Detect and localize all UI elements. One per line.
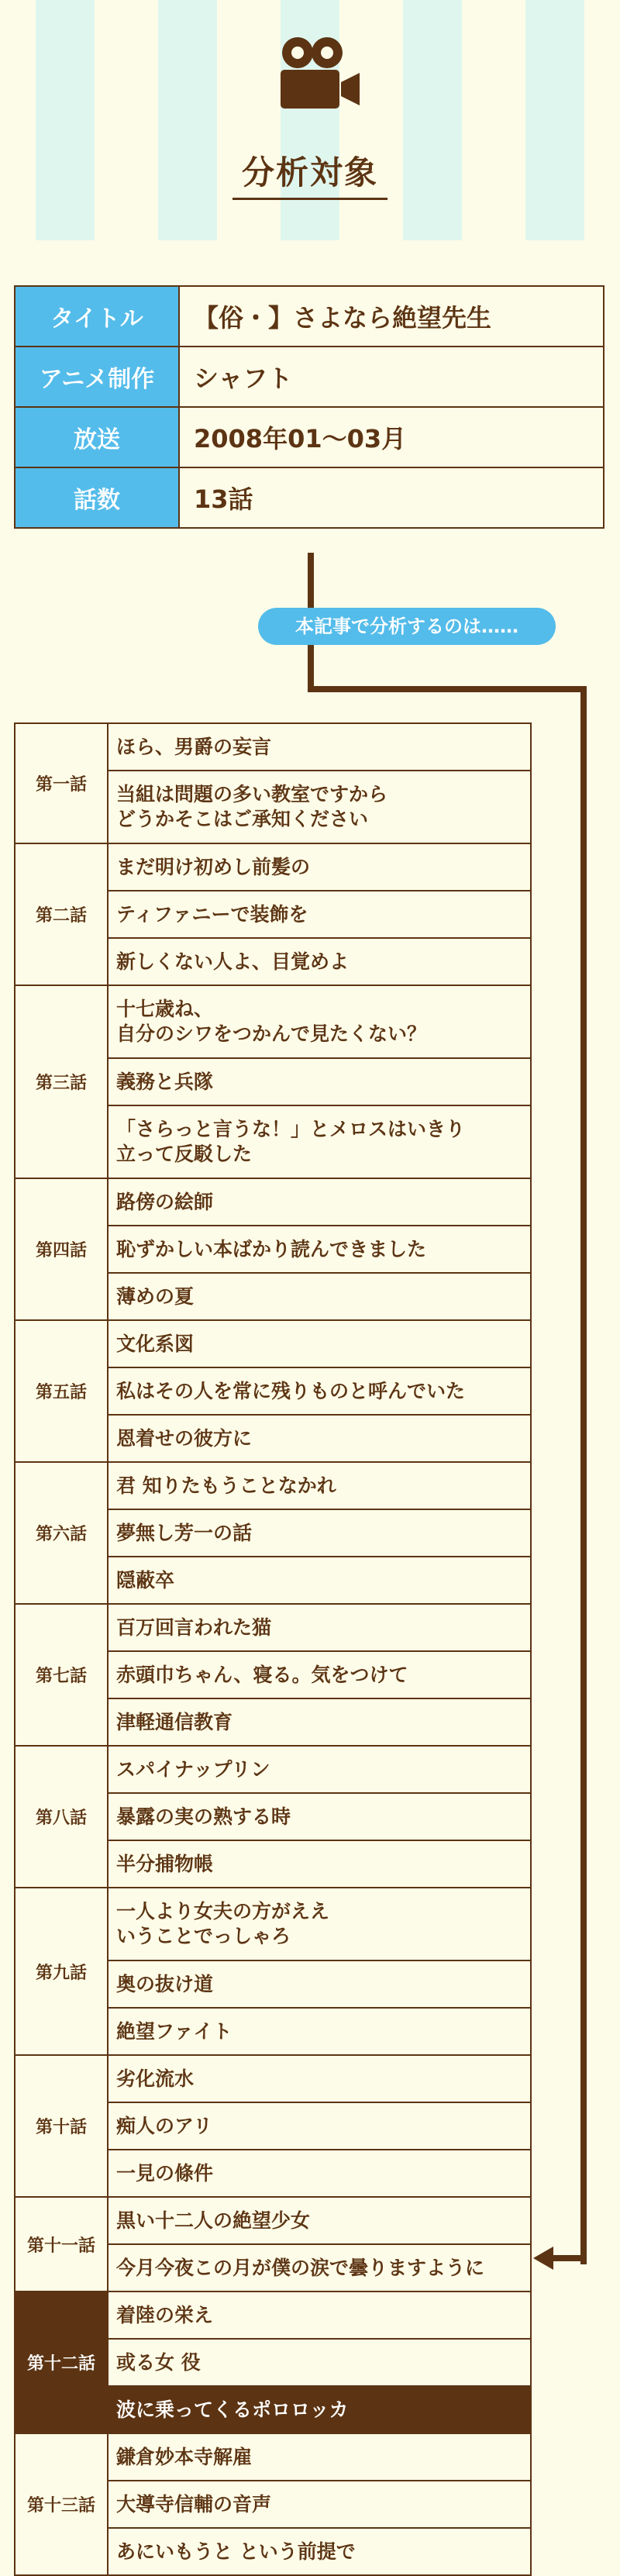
episode-subtitle: 君 知りたもうことなかれ <box>108 1462 531 1509</box>
table-row <box>15 2292 531 2339</box>
stripe <box>158 0 217 240</box>
episode-number: 第四話 <box>15 1178 108 1320</box>
episode-subtitle: 奥の抜け道 <box>108 1960 531 2008</box>
episode-subtitle: 一人より女夫の方がええ いうことでっしゃろ <box>108 1888 531 1960</box>
episode-number: 第一話 <box>15 723 108 843</box>
episode-subtitle: 黒い十二人の絶望少女 <box>108 2197 531 2244</box>
episode-subtitle: 「さらっと言うな！」とメロスはいきり 立って反駁した <box>108 1105 531 1178</box>
table-row <box>15 1462 531 1509</box>
episode-number: 第十三話 <box>15 2433 108 2575</box>
episode-subtitle: 絶望ファイト <box>108 2008 531 2055</box>
movie-camera-icon <box>274 34 361 112</box>
info-label: アニメ制作 <box>15 347 179 407</box>
episode-subtitle: 或る女 役 <box>108 2339 531 2386</box>
info-label: タイトル <box>15 286 179 347</box>
table-row <box>15 1746 531 1793</box>
table-row <box>15 2197 531 2244</box>
info-value: シャフト <box>179 347 604 407</box>
episode-number: 第五話 <box>15 1320 108 1462</box>
episode-number: 第十一話 <box>15 2197 108 2292</box>
table-row <box>15 2055 531 2102</box>
episode-table <box>14 722 532 2576</box>
info-row <box>15 347 604 407</box>
info-table <box>14 285 604 529</box>
episode-subtitle: あにいもうと という前提で <box>108 2528 531 2575</box>
episode-subtitle: 私はその人を常に残りものと呼んでいた <box>108 1367 531 1415</box>
episode-subtitle: 一見の條件 <box>108 2150 531 2197</box>
stripe <box>36 0 95 240</box>
episode-number: 第十話 <box>15 2055 108 2197</box>
episode-subtitle: 波に乗ってくるポロロッカ <box>108 2386 531 2433</box>
episode-number: 第六話 <box>15 1462 108 1604</box>
episode-subtitle: 新しくない人よ、目覚めよ <box>108 938 531 985</box>
episode-number: 第八話 <box>15 1746 108 1888</box>
table-row <box>15 1604 531 1651</box>
episode-number: 第二話 <box>15 843 108 985</box>
episode-subtitle: 大導寺信輔の音声 <box>108 2481 531 2528</box>
info-row <box>15 467 604 528</box>
episode-number: 第三話 <box>15 985 108 1178</box>
episode-subtitle: 恩着せの彼方に <box>108 1415 531 1462</box>
episode-subtitle: 隠蔽卒 <box>108 1557 531 1604</box>
info-row <box>15 407 604 467</box>
episode-subtitle: 当組は問題の多い教室ですから どうかそこはご承知ください <box>108 771 531 843</box>
table-row <box>15 2433 531 2481</box>
episode-subtitle: 半分捕物帳 <box>108 1840 531 1888</box>
table-row <box>15 1320 531 1367</box>
table-row <box>15 985 531 1058</box>
episode-number: 第九話 <box>15 1888 108 2055</box>
connector-line <box>308 686 587 692</box>
info-row <box>15 286 604 347</box>
episode-subtitle: 津軽通信教育 <box>108 1698 531 1746</box>
episode-subtitle: 文化系図 <box>108 1320 531 1367</box>
episode-subtitle: 薄めの夏 <box>108 1273 531 1320</box>
episode-subtitle: 着陸の栄え <box>108 2292 531 2339</box>
table-row <box>15 1888 531 1960</box>
episode-subtitle: 夢無し芳一の話 <box>108 1509 531 1557</box>
episode-subtitle: 義務と兵隊 <box>108 1058 531 1105</box>
info-label: 放送 <box>15 407 179 467</box>
stripe <box>403 0 462 240</box>
episode-subtitle: 十七歳ね、 自分のシワをつかんで見たくない？ <box>108 985 531 1058</box>
episode-subtitle: スパイナップリン <box>108 1746 531 1793</box>
arrow-left-icon <box>533 2247 553 2270</box>
episode-subtitle: 暴露の実の熟する時 <box>108 1793 531 1840</box>
episode-subtitle: 赤頭巾ちゃん、寝る。気をつけて <box>108 1651 531 1698</box>
info-value: 13話 <box>179 467 604 528</box>
connector-line <box>550 2255 587 2261</box>
episode-subtitle: 鎌倉妙本寺解雇 <box>108 2433 531 2481</box>
episode-subtitle: まだ明け初めし前髪の <box>108 843 531 891</box>
title-underline <box>232 198 388 200</box>
page-title: 分析対象 <box>241 153 378 191</box>
episode-number: 第十二話 <box>15 2292 108 2433</box>
info-label: 話数 <box>15 467 179 528</box>
table-row <box>15 723 531 771</box>
episode-number: 第七話 <box>15 1604 108 1746</box>
info-value: 【俗・】さよなら絶望先生 <box>179 286 604 347</box>
episode-subtitle: ほら、男爵の妄言 <box>108 723 531 771</box>
stripe <box>525 0 584 240</box>
table-row <box>15 843 531 891</box>
episode-subtitle: 路傍の絵師 <box>108 1178 531 1226</box>
episode-subtitle: ティファニーで装飾を <box>108 891 531 938</box>
speech-bubble: 本記事で分析するのは…… <box>258 608 556 645</box>
episode-subtitle: 痴人のアリ <box>108 2102 531 2150</box>
table-row <box>15 1178 531 1226</box>
connector-line <box>580 686 587 2264</box>
episode-subtitle: 劣化流水 <box>108 2055 531 2102</box>
episode-subtitle: 今月今夜この月が僕の涙で曇りますように <box>108 2244 531 2292</box>
episode-subtitle: 百万回言われた猫 <box>108 1604 531 1651</box>
episode-subtitle: 恥ずかしい本ばかり読んできました <box>108 1226 531 1273</box>
info-value: 2008年01～03月 <box>179 407 604 467</box>
